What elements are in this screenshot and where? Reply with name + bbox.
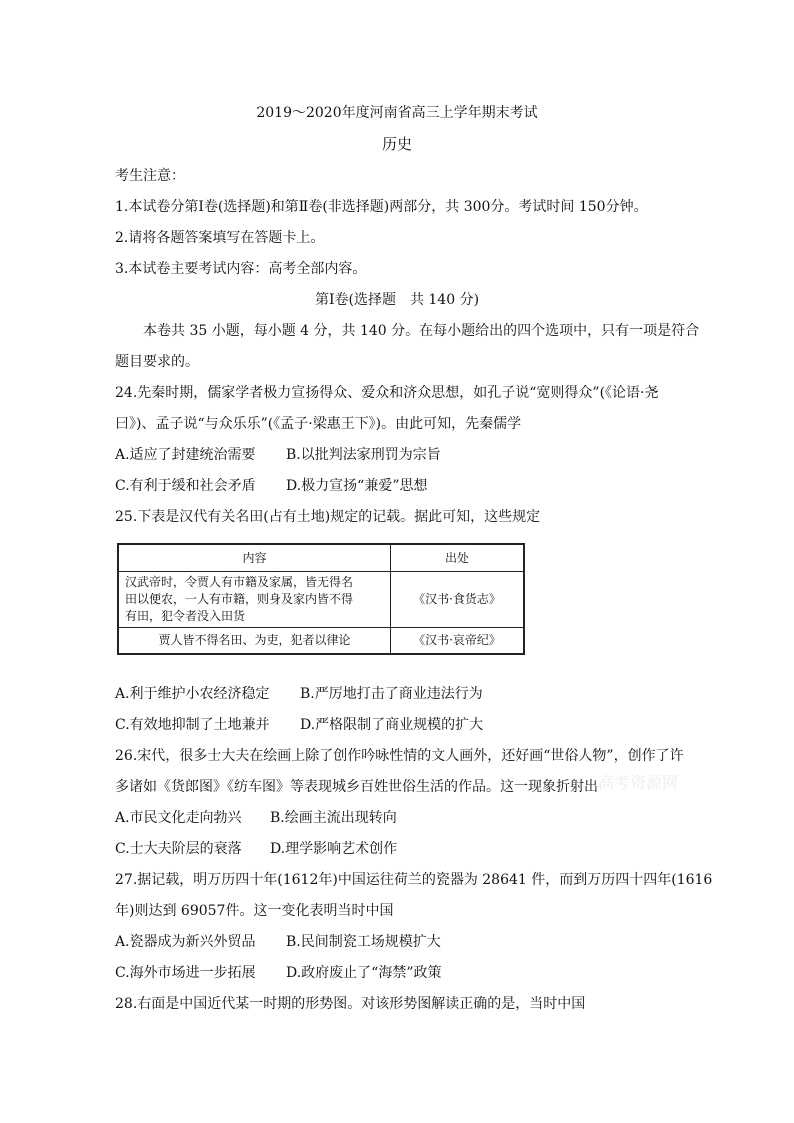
q24-option-d: D.极力宣扬“兼爱”思想	[286, 478, 428, 494]
table-cell-content	[118, 572, 391, 628]
q26-option-a: A.市民文化走向勃兴	[115, 810, 242, 826]
notice-item-2: 2.请将各题答案填写在答题卡上。	[115, 230, 325, 246]
q27-option-a: A.瓷器成为新兴外贸品	[115, 934, 256, 950]
q26-option-b: B.绘画主流出现转向	[270, 810, 397, 826]
q26-option-c: C.士大夫阶层的衰落	[115, 841, 242, 857]
section-intro-line2: 题目要求的。	[115, 354, 199, 370]
q27-option-c: C.海外市场进一步拓展	[115, 965, 256, 981]
q25-table	[117, 543, 525, 655]
table-cell-content: 贾人皆不得名田、为吏，犯者以律论	[118, 628, 391, 655]
table-row	[118, 572, 524, 628]
exam-title: 2019～2020年度河南省高三上学年期末考试	[256, 105, 538, 121]
content-line: 田以便农，一人有市籍，则身及家内皆不得	[125, 592, 354, 606]
q27-stem-line2: 年)则达到 69057件。这一变化表明当时中国	[115, 903, 394, 919]
q24-option-c: C.有利于缓和社会矛盾	[115, 478, 256, 494]
subject-title: 历史	[381, 135, 412, 153]
table-row	[118, 628, 524, 655]
section-intro-line1: 本卷共 35 小题，每小题 4 分，共 140 分。在每小题给出的四个选项中，只有一项是符合	[143, 323, 700, 339]
q24-option-a: A.适应了封建统治需要	[115, 447, 256, 463]
q25-option-c: C.有效地抑制了土地兼并	[115, 717, 270, 733]
watermark: 高考资源网	[598, 773, 679, 792]
table-cell-source: 《汉书·哀帝纪》	[391, 628, 525, 655]
q24-stem-line2: 曰》)、孟子说“与众乐乐”(《孟子·梁惠王下》)。由此可知，先秦儒学	[115, 416, 522, 432]
table-header-row	[118, 544, 524, 572]
q26-stem-line2: 多诸如《货郎图》《纺车图》等表现城乡百姓世俗生活的作品。这一现象折射出	[115, 779, 598, 795]
section-title: 第Ⅰ卷(选择题 共 140 分)	[314, 292, 480, 308]
table-header-content: 内容	[118, 544, 391, 572]
q26-stem-line1: 26.宋代，很多士大夫在绘画上除了创作吟咏性情的文人画外，还好画“世俗人物”，创作了许	[115, 748, 684, 764]
q24-option-b: B.以批判法家刑罚为宗旨	[286, 447, 441, 463]
q25-option-d: D.严格限制了商业规模的扩大	[300, 717, 484, 733]
notice-item-1: 1.本试卷分第Ⅰ卷(选择题)和第Ⅱ卷(非选择题)两部分，共 300分。考试时间 150分钟。	[115, 199, 648, 215]
q28-stem-line1: 28.右面是中国近代某一时期的形势图。对该形势图解读正确的是，当时中国	[115, 996, 586, 1012]
table-cell-source: 《汉书·食货志》	[391, 572, 525, 628]
table-header-source: 出处	[391, 544, 525, 572]
q25-stem: 25.下表是汉代有关名田(占有土地)规定的记载。据此可知，这些规定	[115, 509, 541, 525]
q27-stem-line1: 27.据记载，明万历四十年(1612年)中国运往荷兰的瓷器为 28641 件，而到万历四十四年(1616	[115, 872, 713, 888]
content-line: 汉武帝时，令贾人有市籍及家属，皆无得名	[125, 575, 354, 589]
q26-option-d: D.理学影响艺术创作	[270, 841, 398, 857]
notice-item-3: 3.本试卷主要考试内容：高考全部内容。	[115, 261, 367, 277]
q25-option-b: B.严厉地打击了商业违法行为	[300, 686, 483, 702]
q24-stem-line1: 24.先秦时期，儒家学者极力宣扬得众、爱众和济众思想，如孔子说“宽则得众”(《论语·尧	[115, 385, 659, 401]
content-line: 有田，犯令者没入田货	[125, 609, 246, 623]
q25-option-a: A.利于维护小农经济稳定	[115, 686, 270, 702]
q27-option-b: B.民间制瓷工场规模扩大	[286, 934, 441, 950]
notice-heading: 考生注意：	[115, 168, 185, 184]
q27-option-d: D.政府废止了“海禁”政策	[286, 965, 442, 981]
